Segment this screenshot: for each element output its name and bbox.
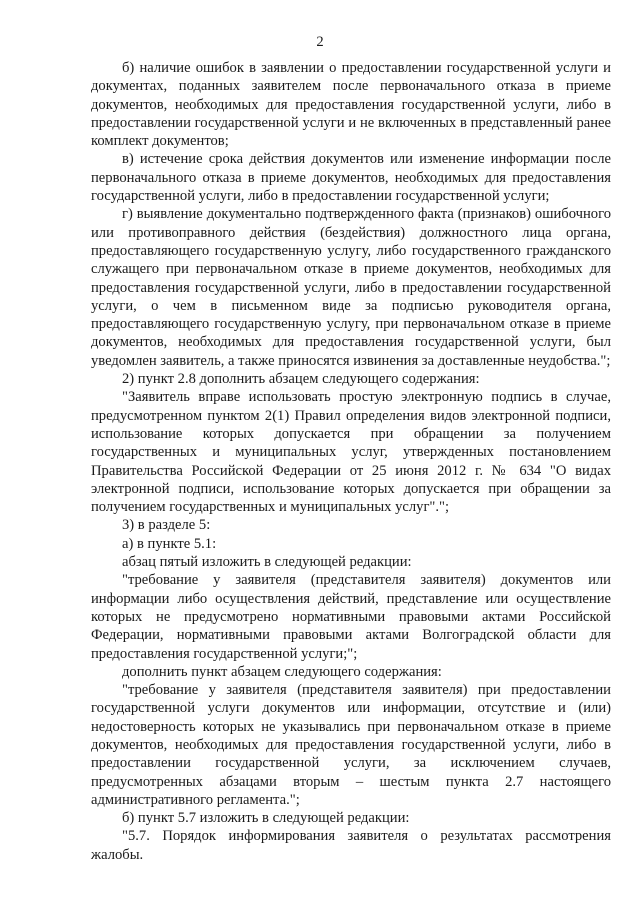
paragraph-5-7-text: "5.7. Порядок информирования заявителя о результатах рассмотрения жалобы.	[91, 828, 611, 863]
paragraph-point-2-8: 2) пункт 2.8 дополнить абзацем следующего содержания:	[122, 371, 480, 388]
document-body	[91, 59, 611, 864]
paragraph-requirement-absence: "требование у заявителя (представителя заявителя) при предоставлении государственной услуги документов или информации, отсутствие и (или) недостоверность которых не указывались при первоначальном отказе в приеме документов, необходимых для предоставления государственной услуги, либо в предоставлении государственной услуги, за исключением случаев, предусмотренных абзацами вторым – шестым пункта 2.7 настоящего административного регламента.";	[91, 682, 611, 808]
paragraph-electronic-signature: "Заявитель вправе использовать простую электронную подпись в случае, предусмотренном пунктом 2(1) Правил определения видов электронной подписи, использование которых допускается при обращении за получением государственных и муниципальных услуг, утвержденных постановлением Правительства Российской Федерации от 25 июня 2012 г. № 634 "О видах электронной подписи, использование которых допускается при обращении за получением государственных и муниципальных услуг".";	[91, 389, 611, 516]
paragraph-item-b: б) наличие ошибок в заявлении о предоставлении государственной услуги и документах, поданных заявителем после первоначального отказа в приеме документов, необходимых для предоставления государственной услуги, либо в предоставлении государственной услуги и не включенных в представленный ранее комплект документов;	[91, 60, 611, 150]
paragraph-fifth-abzac: абзац пятый изложить в следующей редакции:	[122, 554, 412, 571]
page-number: 2	[316, 34, 324, 50]
paragraph-point-5-1: а) в пункте 5.1:	[122, 535, 217, 552]
paragraph-section-5: 3) в разделе 5:	[122, 517, 211, 534]
paragraph-item-v: в) истечение срока действия документов или изменение информации после первоначального отказа в приеме документов, необходимых для предоставления государственной услуги, либо в предоставлении государственной услуги;	[91, 151, 611, 205]
paragraph-item-g: г) выявление документально подтвержденного факта (признаков) ошибочного или противоправного действия (бездействия) должностного лица органа, предоставляющего государственную услугу, либо государственного гражданского служащего при первоначальном отказе в приеме документов, необходимых для предоставления государственной услуги, либо в предоставлении государственной услуги, о чем в письменном виде за подписью руководителя органа, предоставляющего государственную услугу, при первоначальном отказе в приеме документов, необходимых для предоставления государственной услуги, был уведомлен заявитель, а также приносятся извинения за доставленные неудобства.";	[91, 206, 611, 369]
paragraph-point-5-7: б) пункт 5.7 изложить в следующей редакции:	[122, 810, 410, 827]
paragraph-add-abzac: дополнить пункт абзацем следующего содержания:	[122, 663, 442, 680]
paragraph-requirement-documents: "требование у заявителя (представителя заявителя) документов или информации либо осуществления действий, представление или осуществление которых не предусмотрено нормативными правовыми актами Российской Федерации, нормативными правовыми актами Волгоградской области для предоставления государственной услуги;";	[91, 572, 611, 662]
